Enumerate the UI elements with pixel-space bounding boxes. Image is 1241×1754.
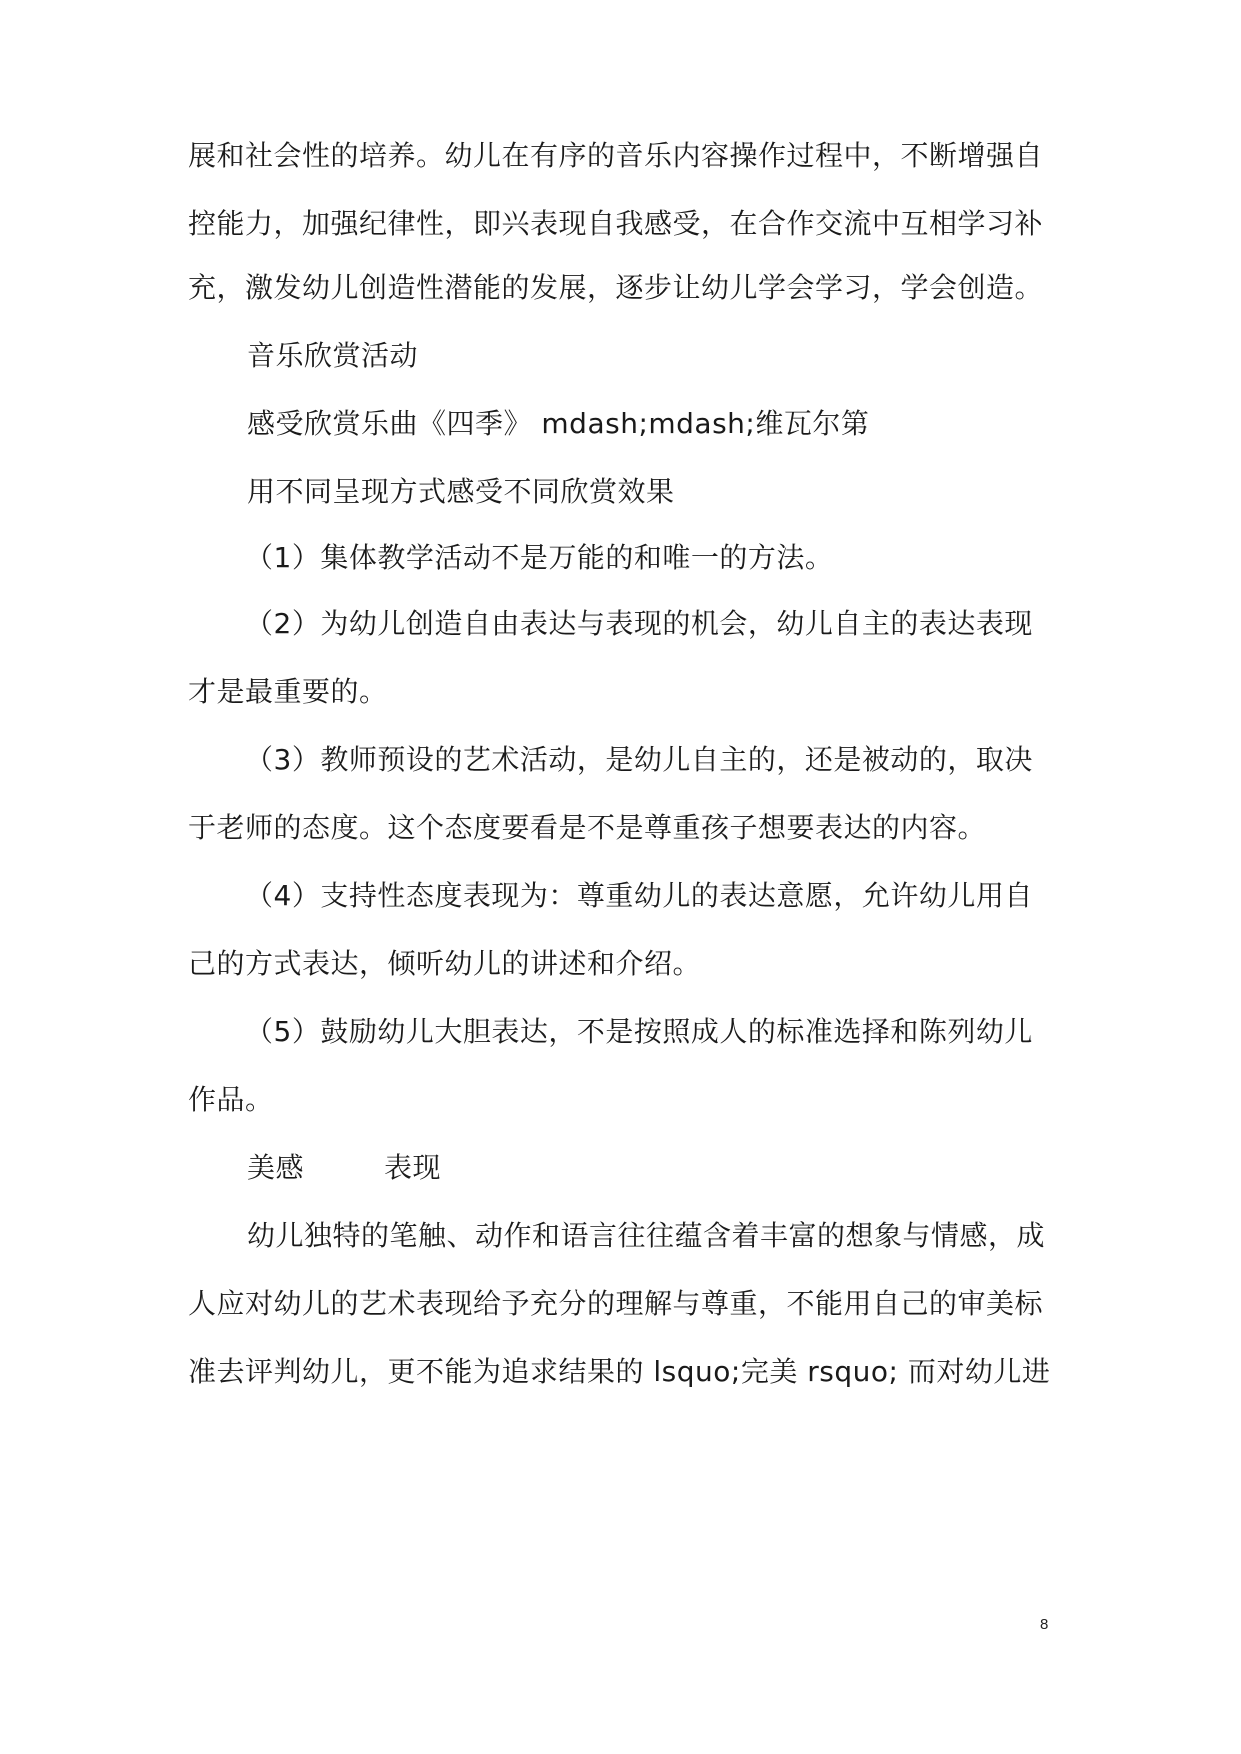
paragraph-line: 己的方式表达，倾听幼儿的讲述和介绍。 [188, 947, 702, 980]
list-item: （4）支持性态度表现为：尊重幼儿的表达意愿，允许幼儿用自 [245, 879, 1033, 912]
heading-word-biaoxian: 表现 [384, 1151, 442, 1184]
heading-word-meigan: 美感 [247, 1151, 305, 1184]
section-heading: 音乐欣赏活动 [247, 339, 419, 372]
paragraph-line: 幼儿独特的笔触、动作和语言往往蕴含着丰富的想象与情感，成 [247, 1219, 1046, 1252]
paragraph-line: 展和社会性的培养。幼儿在有序的音乐内容操作过程中，不断增强自 [188, 139, 1044, 172]
paragraph-line: 用不同呈现方式感受不同欣赏效果 [247, 475, 675, 508]
paragraph-line: 于老师的态度。这个态度要看是不是尊重孩子想要表达的内容。 [188, 811, 987, 844]
page-number: 8 [1040, 1616, 1049, 1633]
list-item: （3）教师预设的艺术活动，是幼儿自主的，还是被动的，取决 [245, 743, 1033, 776]
section-heading [247, 1148, 441, 1188]
paragraph-line: 作品。 [188, 1083, 274, 1116]
paragraph-line: 充，激发幼儿创造性潜能的发展，逐步让幼儿学会学习，学会创造。 [188, 271, 1044, 304]
paragraph-line: 感受欣赏乐曲《四季》 mdash;mdash;维瓦尔第 [247, 407, 870, 440]
paragraph-line: 控能力，加强纪律性，即兴表现自我感受，在合作交流中互相学习补 [188, 207, 1044, 240]
list-item: （1）集体教学活动不是万能的和唯一的方法。 [245, 541, 834, 574]
list-item: （5）鼓励幼儿大胆表达，不是按照成人的标准选择和陈列幼儿 [245, 1015, 1033, 1048]
paragraph-line: 人应对幼儿的艺术表现给予充分的理解与尊重，不能用自己的审美标 [188, 1287, 1044, 1320]
paragraph-line: 才是最重要的。 [188, 675, 388, 708]
list-item: （2）为幼儿创造自由表达与表现的机会，幼儿自主的表达表现 [245, 607, 1033, 640]
paragraph-line: 准去评判幼儿，更不能为追求结果的 lsquo;完美 rsquo; 而对幼儿进 [188, 1355, 1051, 1388]
